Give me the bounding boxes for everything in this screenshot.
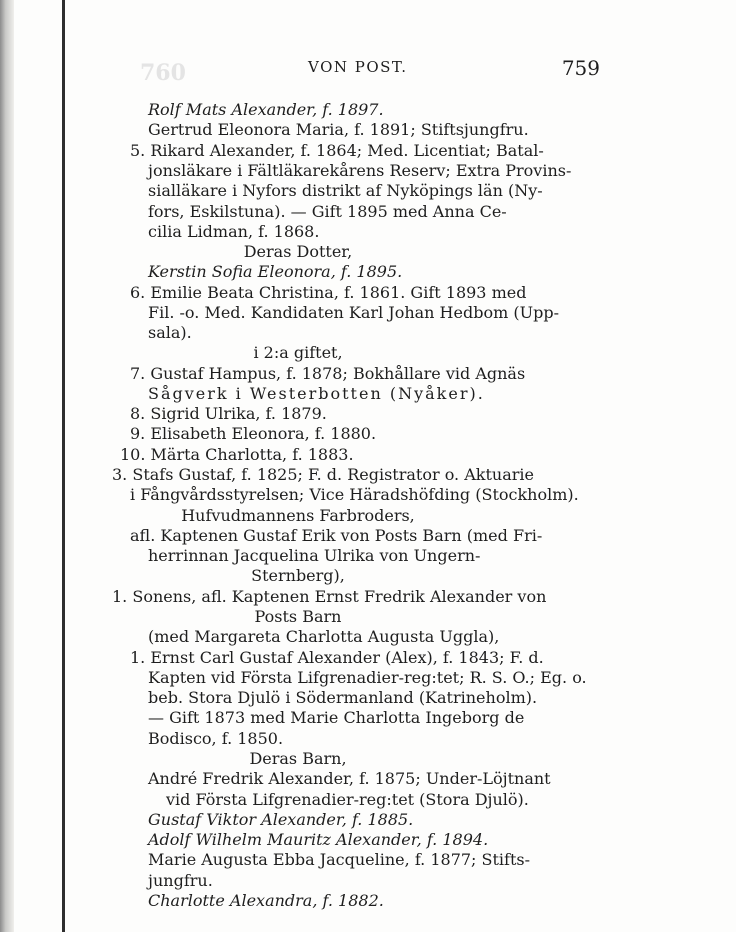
text-line: Adolf Wilhelm Mauritz Alexander, f. 1894. <box>148 830 489 849</box>
text-line: Rolf Mats Alexander, f. 1897. <box>148 100 384 119</box>
text-line: 8. Sigrid Ulrika, f. 1879. <box>130 404 327 423</box>
text-line: 6. Emilie Beata Christina, f. 1861. Gift 1893 med <box>130 283 527 302</box>
text-line: Kapten vid Första Lifgrenadier-reg:tet; R. S. O.; Eg. o. <box>148 668 587 687</box>
text-line: sialläkare i Nyfors distrikt af Nyköpings län (Ny- <box>148 181 543 200</box>
text-line: 5. Rikard Alexander, f. 1864; Med. Licentiat; Batal- <box>130 141 544 160</box>
page-binding-edge <box>0 0 14 932</box>
text-line: i Fångvårdsstyrelsen; Vice Häradshöfding (Stockholm). <box>130 485 579 504</box>
text-line: jonsläkare i Fältläkarekårens Reserv; Extra Provins- <box>148 161 572 180</box>
text-line: 1. Sonens, afl. Kaptenen Ernst Fredrik Alexander von <box>112 587 547 606</box>
text-line: 7. Gustaf Hampus, f. 1878; Bokhållare vid Agnäs <box>130 364 526 383</box>
text-line: Marie Augusta Ebba Jacqueline, f. 1877; Stifts- <box>148 850 531 869</box>
page-header <box>130 58 600 84</box>
text-line: 10. Märta Charlotta, f. 1883. <box>120 445 354 464</box>
text-line: 1. Ernst Carl Gustaf Alexander (Alex), f. 1843; F. d. <box>130 648 544 667</box>
text-line: Sternberg), <box>251 566 345 585</box>
text-line: Gertrud Eleonora Maria, f. 1891; Stiftsjungfru. <box>148 120 529 139</box>
text-line: 9. Elisabeth Eleonora, f. 1880. <box>130 424 377 443</box>
text-line: jungfru. <box>148 871 213 890</box>
text-line: Gustaf Viktor Alexander, f. 1885. <box>148 810 414 829</box>
text-line: vid Första Lifgrenadier-reg:tet (Stora Djulö). <box>166 790 529 809</box>
text-line: Charlotte Alexandra, f. 1882. <box>148 891 384 910</box>
text-line: Fil. -o. Med. Kandidaten Karl Johan Hedbom (Upp- <box>148 303 559 322</box>
text-line: Sågverk i Westerbotten (Nyåker). <box>148 384 485 403</box>
bleed-through-page-number: 760 <box>140 60 186 86</box>
text-line: beb. Stora Djulö i Södermanland (Katrineholm). <box>148 688 538 707</box>
text-line: André Fredrik Alexander, f. 1875; Under-Löjtnant <box>148 769 551 788</box>
text-line: Deras Barn, <box>249 749 347 768</box>
text-line: fors, Eskilstuna). — Gift 1895 med Anna Ce- <box>148 202 507 221</box>
page-number: 759 <box>561 56 600 80</box>
page-margin-rule <box>62 0 65 932</box>
text-line: Deras Dotter, <box>243 242 353 261</box>
text-line: herrinnan Jacquelina Ulrika von Ungern- <box>148 546 481 565</box>
text-line: (med Margareta Charlotta Augusta Uggla), <box>148 627 500 646</box>
text-line: cilia Lidman, f. 1868. <box>148 222 320 241</box>
running-head: VON POST. <box>308 58 408 76</box>
text-line: Kerstin Sofia Eleonora, f. 1895. <box>148 262 403 281</box>
text-line: — Gift 1873 med Marie Charlotta Ingeborg de <box>148 708 525 727</box>
text-line: 3. Stafs Gustaf, f. 1825; F. d. Registrator o. Aktuarie <box>112 465 534 484</box>
text-line: Hufvudmannens Farbroders, <box>181 506 415 525</box>
text-line: Bodisco, f. 1850. <box>148 729 284 748</box>
text-line: i 2:a giftet, <box>253 343 343 362</box>
text-line: sala). <box>148 323 192 342</box>
text-line: Posts Barn <box>254 607 342 626</box>
text-line: afl. Kaptenen Gustaf Erik von Posts Barn (med Fri- <box>130 526 543 545</box>
